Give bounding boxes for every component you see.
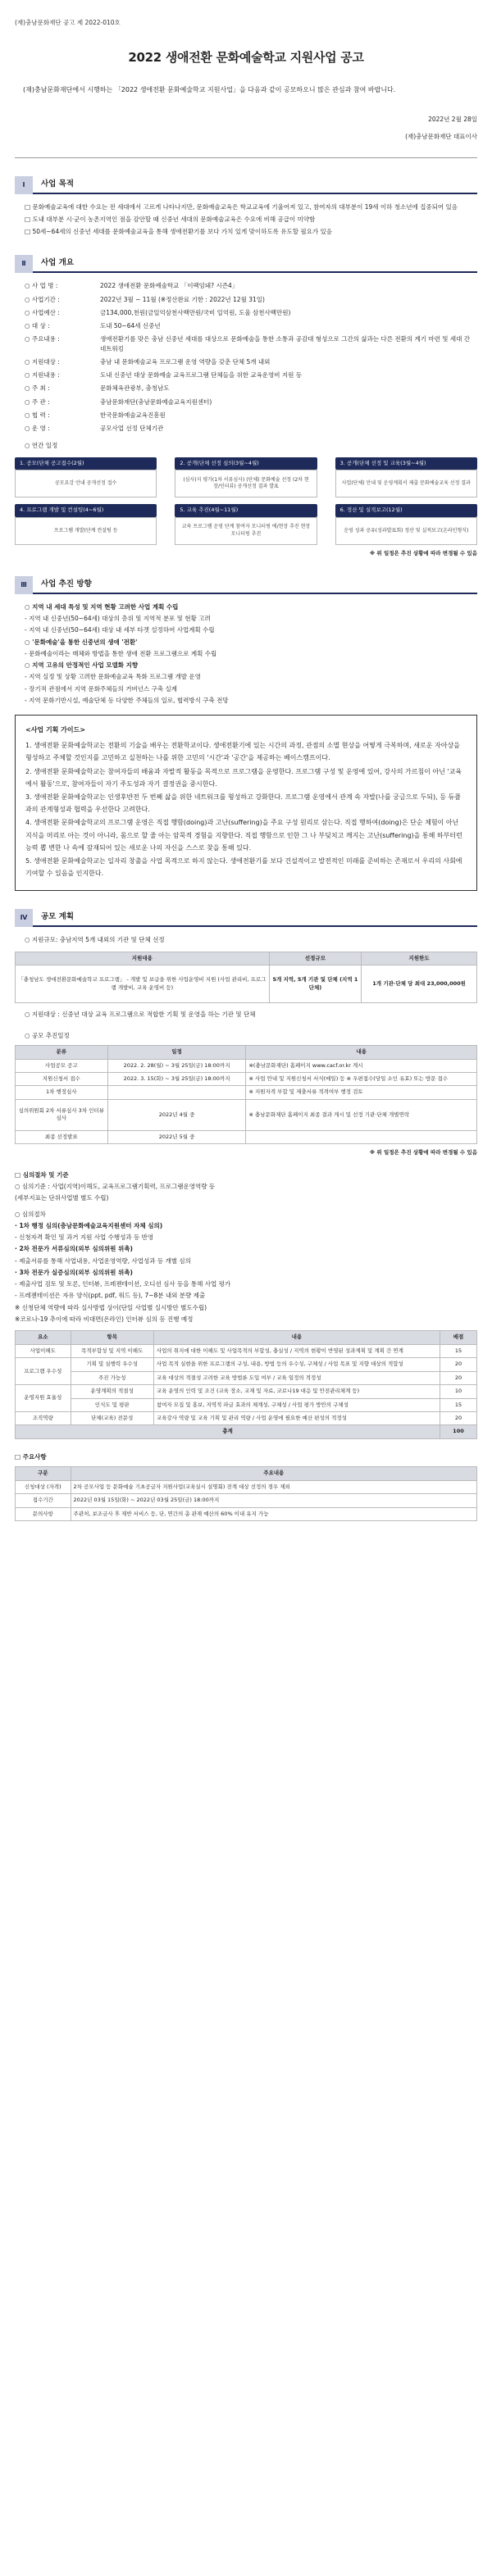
overview-value: 도내 신중년 대상 문화예술 교육프로그램 단체들을 위한 교육운영비 지원 등 [100, 371, 303, 379]
direction-item: - 지역 내 신중년(50~64세) 대상의 층위 및 지역적 분포 및 현황 고려 [25, 615, 211, 622]
overview-value: 충남문화재단(충남문화예술교육지원센터) [100, 398, 212, 406]
guide-item: 4. 생애전환 문화예술학교의 프로그램 운영은 직접 행함(doing)과 고난(suffering)을 주요 구성 원리로 삼는다. 직접 행하여(doing)은 단순 체험이 아닌 지식을 머리로 아는 것이 아니라, 몸으로 할 줄 아는 암묵적 경험을 지향한다. 직접 행함으로 인한 그 나 부딪치고 깨지는 고난(suffering)을 통해 하부터런 능력 뽑 변한 나 속에 잠재되어 있는 새로운 나의 자신을 스스로 찾을 통해 있다. [25, 819, 462, 852]
overview-item [25, 370, 477, 379]
direction-item: - 지역 실정 및 상황 고려한 문화예술교육 특화 프로그램 개발 운영 [25, 673, 201, 681]
table-cell: 운영지원 효율성 [16, 1385, 71, 1412]
table-header: 지원대용 [16, 952, 270, 965]
purpose-item: □ 문화예술교육에 대한 수요는 전 세대에서 고르게 나타나지만, 문화예술교육은 학교교육에 기울어져 있고, 참여자의 대부분이 19세 이하 청소년에 집중되어 있음 [25, 203, 458, 211]
table-cell: 사업공모 공고 [16, 1059, 108, 1072]
table-cell: ※ 사업 안내 및 지원신청서 서식(메일) 등 ※ 우편접수(당일 소인 유효) 또는 방문 접수 [246, 1072, 477, 1085]
issuer: (재)충남문화재단 대표이사 [405, 133, 477, 140]
purpose-item: □ 도내 대부분 시·군이 농촌지역인 점을 감안할 때 신중년 세대의 문화예술교육은 수요에 비해 공급이 미약함 [25, 216, 316, 224]
annual-schedule-flow [15, 457, 477, 546]
divider [15, 157, 477, 158]
table-header: 내용 [153, 1331, 440, 1345]
overview-item [25, 321, 477, 330]
table-cell: 최종 선정발표 [16, 1130, 108, 1143]
flow-step-body: 공모요강 안내 공개선정 접수 [15, 470, 157, 497]
table-row [16, 1086, 477, 1099]
table-cell: 1개 기관·단체 당 최대 23,000,000원 [362, 965, 477, 1003]
section-title: 사업 개요 [33, 255, 477, 273]
flow-step [335, 457, 477, 498]
intro-paragraph: (재)충남문화재단에서 시행하는 「2022 생애전환 문화예술학교 지원사업」을 다음과 같이 공모하오니 많은 관심과 참여 바랍니다. [23, 85, 396, 93]
table-cell: 1차 행정심사 [16, 1086, 108, 1099]
table-cell: 접수기간 [16, 1494, 71, 1507]
key-info-table [15, 1466, 477, 1521]
direction-item: ○ 지역 고유의 안정적인 사업 모델화 지향 [25, 661, 139, 669]
overview-label: ○ 지원대상 : [25, 357, 60, 366]
criteria-line: · 1차 행정 심의(충남문화예술교육지원센터 자체 심의) [15, 1221, 163, 1229]
recruit-schedule-title: ○ 공모 추진일정 [25, 1031, 70, 1039]
overview-label: ○ 지원내용 : [25, 371, 60, 379]
purpose-list [15, 202, 477, 237]
table-cell: 지원신청서 접수 [16, 1072, 108, 1085]
section-title: 사업 목적 [33, 176, 477, 194]
page-title: 2022 생애전환 문화예술학교 지원사업 공고 [128, 50, 364, 66]
score-table [15, 1330, 477, 1439]
flow-step-body: 교육 프로그램 운영 단계 참여자 모니터링 에/현장 추진 현장 모니터링 추진 [175, 517, 317, 545]
table-cell: 프로그램 우수성 [16, 1358, 71, 1385]
annual-schedule-title: ○ 연간 일정 [25, 442, 58, 450]
table-row [16, 1072, 477, 1085]
criteria-line: - 신청자격 확인 및 과거 지원 사업 수행성과 등 반영 [15, 1233, 154, 1242]
table-cell: ※ 충남문화재단 홈페이지 최종 결과 게시 및 선정 기관·단체 개별연락 [246, 1099, 477, 1130]
overview-item [25, 398, 477, 407]
overview-label: ○ 주 관 : [25, 398, 50, 406]
table-cell: 2022년 5월 중 [107, 1130, 246, 1143]
guide-item: 1. 생애전환 문화예술학교는 전환의 기술을 배우는 전환학교이다. 생애전환기에 있는 시간의 과정, 관점의 소멸 현상을 어떻게 극복하며, 새로운 자아상을 형성하고 주체할 것인지를 고민하고 실천하는 나를 위한 고민의 '시간'과 '공간'을 제공하는 베이스캠프이다. [25, 742, 460, 762]
table-cell: 2차 공모사업 등 문화예술 기초공급자 지원사업(교육실시 설명회) 전계 대상 선정의 경우 제외 [71, 1480, 476, 1493]
table-row [16, 1099, 477, 1130]
table-cell: 심의위원회 2차 서류심사 3차 인터뷰 심사 [16, 1099, 108, 1130]
criteria-line: ※코로나-19 추이에 따라 비대면(온라인) 인터뷰 심의 등 진행 예정 [15, 1315, 194, 1323]
schedule-note: ※ 위 일정은 추진 상황에 따라 변경될 수 있음 [369, 550, 477, 557]
direction-item: ○ '문화예술'을 통한 신중년의 생애 '전환' [25, 638, 138, 646]
table-header: 분류 [16, 1045, 108, 1059]
overview-label: ○ 사 업 명 : [25, 282, 58, 290]
document-number: (재)충남문화재단 공고 제 2022-010호 [15, 19, 121, 26]
table-cell: 2022. 2. 28(월) ~ 3월 25일(금) 18:00까지 [107, 1059, 246, 1072]
direction-list [15, 602, 477, 705]
criteria-line: ○ 심의기준 : 사업(지역)이해도, 교육프로그램기획력, 프로그램운영역량 등 [15, 1183, 216, 1191]
table-cell: ※ 지원자격 부합 및 제출서류 적격여부 행정 검토 [246, 1086, 477, 1099]
table-cell: 사업이해도 [16, 1344, 71, 1357]
table-row [16, 1398, 477, 1411]
overview-label: ○ 주요내용 : [25, 335, 60, 343]
table-cell: 운영계획의 적절성 [71, 1385, 153, 1398]
support-target: ○ 지원대상 : 신중년 대상 교육 프로그램으로 적합한 기획 및 운영을 하는 기관 및 단체 [25, 1011, 256, 1019]
flow-step-title: 6. 정산 및 실적보고(12월) [335, 504, 477, 517]
table-cell: 사업 목적 실현을 위한 프로그램의 구성, 내용, 방법 등의 우수성, 구체성 / 사업 목표 및 지향 대상의 적합성 [153, 1358, 440, 1371]
table-header: 항목 [71, 1331, 153, 1345]
overview-label: ○ 주 최 : [25, 384, 50, 393]
overview-label: ○ 운 영 : [25, 425, 50, 432]
table-cell [246, 1130, 477, 1143]
table-header: 내용 [246, 1045, 477, 1059]
direction-item: - 지역 내 신중년(50~64세) 대상 내 세부 타겟 설정하여 사업계획 수립 [25, 626, 215, 634]
total-label: 총계 [16, 1425, 440, 1438]
table-header: 주요내용 [71, 1467, 476, 1481]
section-header-direction [15, 576, 477, 594]
direction-item: ○ 지역 내 세대 특성 및 지역 현황 고려한 사업 계획 수립 [25, 602, 179, 611]
direction-item: - 장기적 관점에서 지역 문화주체들의 거버넌스 구축 실계 [25, 684, 178, 693]
flow-step [15, 504, 157, 545]
table-row [16, 1494, 477, 1507]
overview-value: 공모사업 선정 단체기관 [100, 425, 164, 432]
criteria-line: · 3차 전문가 실증심의(외부 심의위원 위촉) [15, 1268, 133, 1276]
flow-step-body: (심사)지 평가(1차 서류심사) (단체) 문화예술 선정 (2차 현장/인터뷰) 공개선정 결과 발표 [175, 470, 317, 497]
table-cell: 신청대상 (자격) [16, 1480, 71, 1493]
flow-step-body: 사업(단체) 안내 및 운영계획서 제출 문화예술교육 선정 결과 [335, 470, 477, 497]
section-number: Ⅱ [15, 255, 33, 273]
table-cell: 「충청남도 생애전환문화예술학교 프로그램」 - 개발 및 보급을 위한 사업운영비 지원 (사업 관리비, 프로그램 개발비, 교육 운영비 등) [16, 965, 270, 1003]
criteria-line: (세부지표는 단위사업별 별도 수립) [15, 1194, 109, 1202]
flow-step-title: 3. 공개(단체 선정 및 교육(3월~4월) [335, 457, 477, 470]
table-row [16, 1344, 477, 1357]
table-cell: 5개 지역, 5개 기관 및 단체 (지역 1단체) [269, 965, 362, 1003]
guide-item: 2. 생애전환 문화예술학교는 참여자들의 배움과 자발적 활동을 목적으로 프로그램을 운영한다. 프로그램 구성 및 운영에 있어, 강사의 가르침이 아닌 '교육에서 활동'으로, 참여자들이 자기 주도성과 자기 결정권을 중시한다. [25, 767, 462, 788]
overview-item [25, 411, 477, 420]
support-scale: ○ 지원규모: 충남지역 5개 내외의 기관 및 단체 선정 [25, 936, 165, 944]
table-cell: 참여자 모집 및 홍보, 지역적 파급 효과의 체계성, 구체성 / 사업 평가 방안의 구체성 [153, 1398, 440, 1411]
criteria-line: - 프레젠테이션은 자유 양식(ppt, pdf, 워드 등), 7~8분 내외 분량 제출 [15, 1292, 206, 1300]
overview-value: 한국문화예술교육진흥원 [100, 411, 166, 419]
table-header: 요소 [16, 1331, 71, 1345]
flow-step [15, 457, 157, 498]
section-number: Ⅲ [15, 576, 33, 594]
table-header: 일정 [107, 1045, 246, 1059]
overview-value: 생애전환기를 맞은 충남 신중년 세대를 대상으로 문화예술을 통한 소통과 공감대 형성으로 그간의 삶과는 다른 전환의 계기 마련 및 세대 간 네트워킹 [100, 335, 471, 352]
table-row [16, 1507, 477, 1520]
overview-item [25, 424, 477, 433]
recruit-schedule-table [15, 1045, 477, 1144]
overview-label: ○ 협 력 : [25, 411, 50, 419]
table-cell: 15 [440, 1344, 476, 1357]
criteria-line: ※ 신청단체 역량에 따라 실사방법 상이(단일 사업별 실시방안 별도수립) [15, 1303, 207, 1311]
flow-step-title: 4. 프로그램 개발 및 컨설팅(4~6월) [15, 504, 157, 517]
overview-item [25, 334, 477, 353]
table-cell: 교육 대상의 적절성 고려한 교육 방법론 도입 여부 / 교육 일정의 적정성 [153, 1371, 440, 1384]
table-cell: ※(충남문화재단) 홈페이지 www.cacf.or.kr 게시 [246, 1059, 477, 1072]
table-row [16, 1412, 477, 1425]
table-row [16, 1371, 477, 1384]
table-row [16, 965, 477, 1003]
table-row [16, 1130, 477, 1143]
overview-label: ○ 사업예산 : [25, 308, 60, 316]
overview-item [25, 357, 477, 366]
guide-item: 3. 생애전환 문화예술학교는 인생후반전 두 번째 삶을 위한 네트워크를 형성하고 강화한다. 프로그램 운영에서 관계 속 자발(나를 궁금으로 두되), 등 듀플과의 관계형성과 협력을 우선한다 고려한다. [25, 793, 461, 814]
recruit-schedule-note: ※ 위 일정은 추진 상황에 따라 변경될 수 있음 [369, 1149, 477, 1156]
table-cell: 10 [440, 1385, 476, 1398]
overview-value: 충남 내 문화예술교육 프로그램 운영 역량을 갖춘 단체 5개 내외 [100, 357, 271, 366]
flow-step-title: 5. 교육 추진(4월~11월) [175, 504, 317, 517]
table-cell: 사업의 취지에 대한 이해도 및 사업목적의 부합성, 충실성 / 지역의 현황이 반영된 성과계획 및 계획 간 연계 [153, 1344, 440, 1357]
table-cell: 20 [440, 1412, 476, 1425]
overview-value: 도내 50~64세 신중년 [100, 322, 161, 329]
section-number: Ⅰ [15, 176, 33, 194]
table-header: 구분 [16, 1467, 71, 1481]
table-cell: 교육 운영의 인력 및 조건 (교육 장소, 교재 및 자료, 코로나19 대응 및 안전관리체계 등) [153, 1385, 440, 1398]
total-value: 100 [440, 1425, 476, 1438]
table-cell: 단체(교육) 전문성 [71, 1412, 153, 1425]
overview-value: 2022년 3월 ~ 11월 (※정산완료 기한 : 2022년 12월 31일) [100, 295, 265, 303]
table-header: 지원한도 [362, 952, 477, 965]
flow-step-body: 프로그램 개발(단계 컨설팅 등 [15, 517, 157, 545]
flow-step [175, 504, 317, 545]
guide-item: 5. 생애전환 문화예술학교는 일자리 창출을 사업 목적으로 하지 않는다. 생애전환기를 보다 건설적이고 발전적인 미래를 준비하는 존재로서 우리의 사회에 기여할 수 있음을 인지한다. [25, 856, 462, 878]
table-cell: 2022년 03월 15일(화) ~ 2022년 03월 25일(금) 18:00까지 [71, 1494, 476, 1507]
overview-item [25, 384, 477, 393]
table-cell [107, 1086, 246, 1099]
announcement-date: 2022년 2월 28일 [428, 115, 477, 123]
table-row [16, 1059, 477, 1072]
criteria-line: · 2차 전문가 서류심의(외부 심의위원 위촉) [15, 1245, 133, 1253]
table-cell: 교육강사 역량 및 교육 기획 및 관리 역량 / 사업 운영에 필요한 예산 편성의 적정성 [153, 1412, 440, 1425]
table-cell: 2022년 4월 중 [107, 1099, 246, 1130]
purpose-item: □ 50세~64세의 신중년 세대를 문화예술교육을 통해 생애전환기를 보다 가치 있게 맞이하도록 유도할 필요가 있음 [25, 228, 332, 236]
planning-guide-box [15, 715, 477, 891]
table-cell: 주관처, 보조금사 후 제반 서비스 등, 단, 연간의 총 관재 예산의 60% 이내 유지 가능 [71, 1507, 476, 1520]
guide-title: <사업 기획 가이드> [25, 726, 86, 734]
overview-item [25, 295, 477, 304]
flow-step [335, 504, 477, 545]
review-criteria [15, 1170, 477, 1324]
table-cell: 조직역량 [16, 1412, 71, 1425]
key-info-title: □ 주요사항 [15, 1452, 47, 1461]
table-row [16, 1385, 477, 1398]
table-cell: 목적부합성 및 지역 이해도 [71, 1344, 153, 1357]
direction-item: - 지역 문화기반시설, 예술단체 등 다양한 주체들의 일로, 협력방식 구축 전망 [25, 696, 229, 704]
table-row [16, 1480, 477, 1493]
flow-step-title: 2. 공개(단체 선정 심의(3월~4월) [175, 457, 317, 470]
table-cell: 2022. 3. 15(화) ~ 3월 25일(금) 18:00까지 [107, 1072, 246, 1085]
flow-step-title: 1. 공모(단체 공고접수(2월) [15, 457, 157, 470]
overview-item [25, 308, 477, 317]
criteria-line: - 제출서류를 통해 사업내용, 사업운영역량, 사업성과 등 개별 심의 [15, 1256, 191, 1265]
table-cell: 15 [440, 1398, 476, 1411]
table-row [16, 1358, 477, 1371]
flow-step-body: 운영 성과 공유(성과발표회) 정산 및 실적보고(온라인형식) [335, 517, 477, 545]
overview-value: 문화체육관광부, 충청남도 [100, 384, 170, 393]
table-cell: 20 [440, 1358, 476, 1371]
table-cell: 20 [440, 1371, 476, 1384]
overview-item [25, 281, 477, 290]
support-table [15, 952, 477, 1004]
flow-step [175, 457, 317, 498]
table-cell: 인식도 및 평판 [71, 1398, 153, 1411]
table-header: 배점 [440, 1331, 476, 1345]
overview-value: 금134,000,천원(금일억삼천사백만원/국비 일억원, 도울 삼천사백만원) [100, 308, 291, 316]
overview-label: ○ 사업기간 : [25, 295, 60, 303]
section-title: 공모 계획 [33, 909, 477, 927]
criteria-line: ○ 심의절차 [15, 1210, 46, 1218]
section-header-purpose [15, 176, 477, 194]
section-title: 사업 추진 방향 [33, 576, 477, 594]
overview-list [15, 281, 477, 433]
table-cell: 주진 가능성 [71, 1371, 153, 1384]
section-number: Ⅳ [15, 909, 33, 927]
section-header-plan [15, 909, 477, 927]
direction-item: - 문화예술이라는 매체와 방법을 통한 생애 전환 프로그램으로 계획 수립 [25, 649, 217, 657]
criteria-title: □ 심의절차 및 기준 [15, 1170, 69, 1179]
overview-value: 2022 생애전환 문화예술학교 「이팩임돼? 시즌4」 [100, 282, 239, 290]
criteria-line: - 제출사업 검토 및 토론, 인터뷰, 프레젠테이션, 오디션 심사 등을 통해 사업 평가 [15, 1280, 231, 1288]
table-cell: 기획 및 실행력 우수성 [71, 1358, 153, 1371]
table-total-row [16, 1425, 477, 1438]
table-header: 선정규모 [269, 952, 362, 965]
section-header-overview [15, 255, 477, 273]
table-cell: 문의사항 [16, 1507, 71, 1520]
overview-label: ○ 대 상 : [25, 322, 50, 329]
